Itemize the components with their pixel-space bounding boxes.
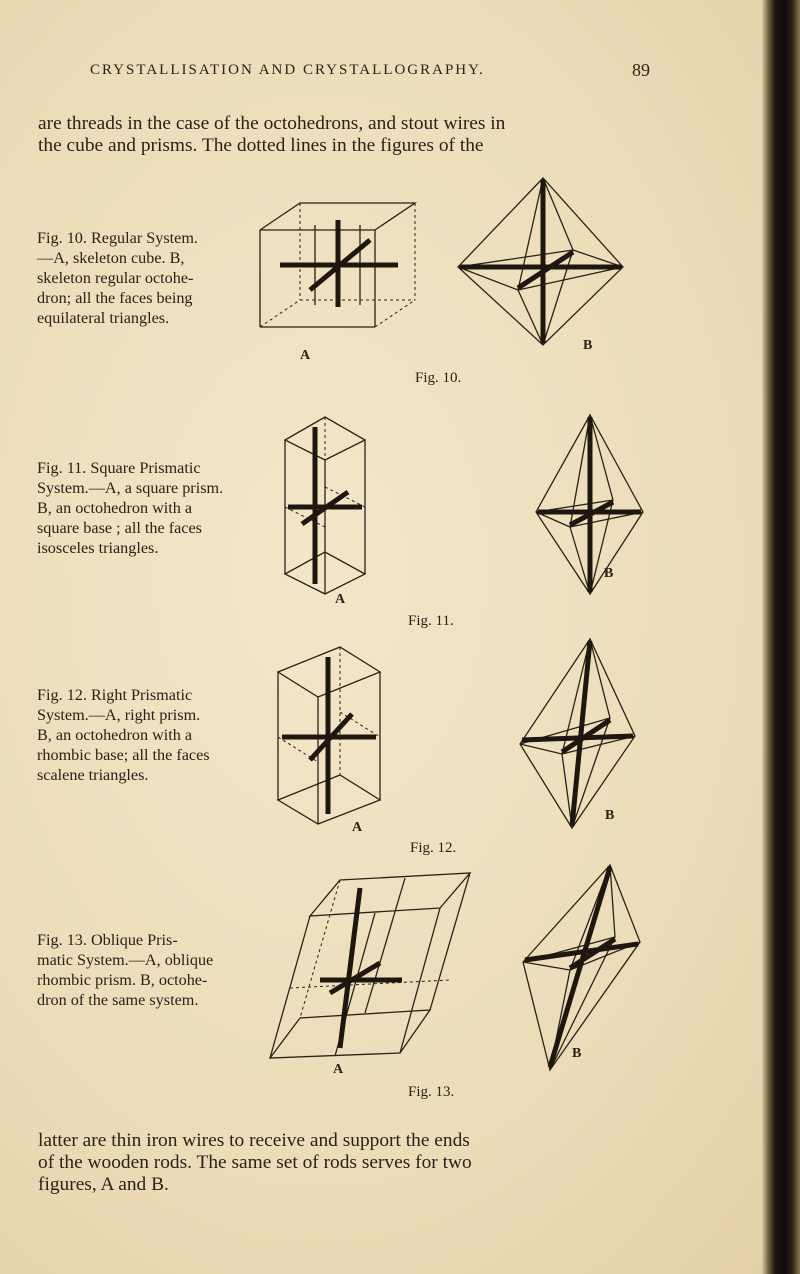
paragraph-top <box>38 113 646 157</box>
caption-line: dron; all the faces being <box>37 289 193 307</box>
caption-line: dron of the same system. <box>37 991 199 1009</box>
figure-letter-a: A <box>352 820 363 835</box>
text-line: figures, A and B. <box>38 1174 169 1195</box>
caption-line: Fig. 13. Oblique Pris- <box>37 931 178 949</box>
caption-line: B, an octohedron with a <box>37 726 193 744</box>
caption-line: matic System.—A, oblique <box>37 951 214 969</box>
oblique-prism-figure <box>270 868 480 1063</box>
square-octahedron-figure <box>528 412 648 597</box>
figure-label: Fig. 12. <box>410 840 457 856</box>
caption-line: System.—A, right prism. <box>37 706 201 724</box>
skeleton-cube-figure <box>250 195 420 335</box>
caption-line: Fig. 10. Regular System. <box>37 229 198 247</box>
figure-label: Fig. 13. <box>408 1084 455 1100</box>
figure-letter-a: A <box>333 1062 344 1077</box>
caption-line: B, an octohedron with a <box>37 499 193 517</box>
caption-line: Fig. 11. Square Prismatic <box>37 459 201 477</box>
figure-letter-a: A <box>300 348 311 363</box>
figure-label: Fig. 10. <box>415 370 462 386</box>
oblique-octahedron-figure <box>515 862 650 1077</box>
caption-line: scalene triangles. <box>37 766 149 784</box>
text-line: latter are thin iron wires to receive and support the ends <box>38 1130 470 1151</box>
text-line: are threads in the case of the octohedrons, and stout wires in <box>38 113 506 134</box>
caption-fig-10 <box>37 228 262 328</box>
caption-line: square base ; all the faces <box>37 519 202 537</box>
figure-letter-b: B <box>583 338 593 353</box>
header-title: CRYSTALLISATION AND CRYSTALLOGRAPHY. <box>90 62 485 78</box>
caption-line: isosceles triangles. <box>37 539 159 557</box>
paragraph-bottom <box>38 1130 646 1196</box>
caption-line: equilateral triangles. <box>37 309 170 327</box>
figure-letter-b: B <box>605 808 615 823</box>
caption-fig-12 <box>37 685 262 785</box>
caption-line: rhombic prism. B, octohe- <box>37 971 208 989</box>
figure-letter-a: A <box>335 592 346 607</box>
figure-letter-b: B <box>604 566 614 581</box>
caption-fig-13 <box>37 930 262 1010</box>
caption-line: skeleton regular octohe- <box>37 269 194 287</box>
text-line: the cube and prisms. The dotted lines in the figures of the <box>38 135 484 156</box>
right-prism-figure <box>270 642 390 827</box>
figure-letter-b: B <box>572 1046 582 1061</box>
caption-line: Fig. 12. Right Prismatic <box>37 686 193 704</box>
square-prism-figure <box>270 412 380 597</box>
caption-line: —A, skeleton cube. B, <box>37 249 185 267</box>
figure-label: Fig. 11. <box>408 613 454 629</box>
skeleton-octahedron-figure <box>448 175 628 350</box>
book-spine <box>762 0 800 1274</box>
text-line: of the wooden rods. The same set of rods serves for two <box>38 1152 472 1173</box>
caption-line: System.—A, a square prism. <box>37 479 224 497</box>
rhombic-octahedron-figure <box>510 636 645 831</box>
caption-line: rhombic base; all the faces <box>37 746 210 764</box>
caption-fig-11 <box>37 458 262 558</box>
page-number: 89 <box>632 60 650 80</box>
